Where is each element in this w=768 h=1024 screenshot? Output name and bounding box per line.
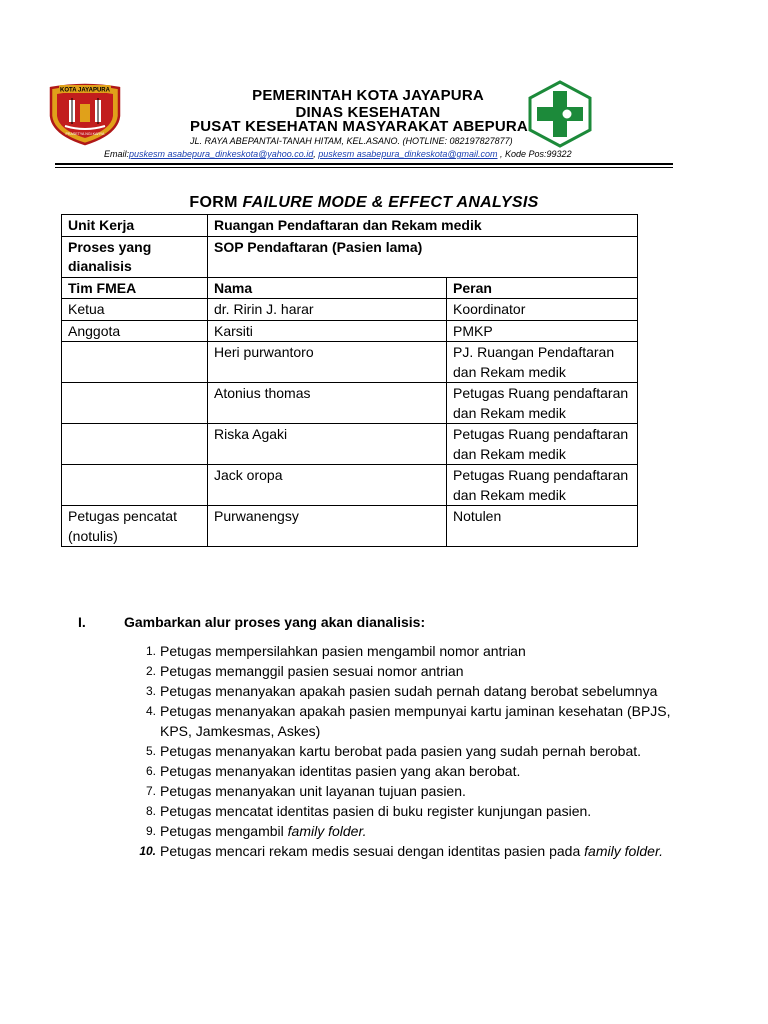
table-row [62,465,638,506]
unit-kerja-value: Ruangan Pendaftaran dan Rekam medik [208,215,638,237]
member-name: Karsiti [208,320,447,342]
member-name: dr. Ririn J. harar [208,299,447,321]
step-text: Petugas menanyakan kartu berobat pada pasien yang sudah pernah berobat. [160,742,642,759]
table-row [62,506,638,547]
logo-motto: PRASETYA NGI KARYA [65,132,105,136]
table-row [62,299,638,321]
member-peran: Koordinator [447,299,638,321]
table-header-row [62,277,638,299]
step-number: 3. [145,684,156,699]
step-text-italic: family folder. [584,843,663,860]
table-row [62,320,638,342]
member-name: Purwanengsy [208,506,447,547]
step-number: 9. [145,824,156,839]
step-text: Petugas mencari rekam medis sesuai dengan identitas pasien pada [160,843,585,860]
table-row [62,342,638,383]
table-row-unit-kerja [62,215,638,237]
list-item [139,842,680,862]
member-peran: Petugas Ruang pendaftaran dan Rekam medik [447,383,638,424]
section-number: I. [78,614,86,630]
member-role: Ketua [62,299,208,321]
step-text: Petugas menanyakan apakah pasien mempunyai kartu jaminan kesehatan (BPJS, KPS, Jamkesmas, Askes) [160,703,671,739]
email-link-yahoo[interactable]: puskesm asabepura_dinkeskota@yahoo.co.id [129,149,314,159]
member-peran: Notulen [447,506,638,547]
step-number: 1. [145,644,156,658]
member-name: Riska Agaki [208,424,447,465]
list-item [145,682,680,702]
header-address: JL. RAYA ABEPANTAI-TANAH HITAM, KEL.ASANO. (HOTLINE: 082197827877) [190,136,513,146]
form-title-italic: FAILURE MODE & EFFECT ANALYSIS [242,194,539,211]
step-number: 6. [145,764,156,779]
list-item [145,702,680,741]
header-divider-thin [55,167,673,168]
step-text: Petugas menanyakan unit layanan tujuan pasien. [160,783,466,800]
member-role: Anggota [62,320,208,342]
member-role [62,383,208,424]
list-item [145,762,680,782]
member-role [62,465,208,506]
step-text-italic: family folder. [287,823,367,840]
nama-header: Nama [208,277,447,299]
member-role [62,424,208,465]
step-text: Petugas mempersilahkan pasien mengambil nomor antrian [160,643,526,659]
header-puskesmas: PUSAT KESEHATAN MASYARAKAT ABEPURA [190,118,528,135]
member-name: Heri purwantoro [208,342,447,383]
header-email-line [104,149,664,159]
email-prefix: Email: [104,149,130,159]
member-role [62,342,208,383]
member-peran: Petugas Ruang pendaftaran dan Rekam medik [447,465,638,506]
form-title-prefix: FORM [189,194,243,211]
table-row [62,424,638,465]
table-row [62,383,638,424]
member-name: Atonius thomas [208,383,447,424]
process-steps-list [139,642,680,862]
unit-kerja-label: Unit Kerja [62,215,208,237]
list-item [145,802,680,822]
section-title: Gambarkan alur proses yang akan dianalisis: [124,614,426,630]
list-item [145,742,680,762]
member-peran: PJ. Ruangan Pendaftaran dan Rekam medik [447,342,638,383]
list-item [145,822,680,842]
list-item [145,642,680,662]
proses-value: SOP Pendaftaran (Pasien lama) [208,236,638,277]
step-text: Petugas menanyakan apakah pasien sudah pernah datang berobat sebelumnya [160,683,658,700]
proses-label: Proses yang dianalisis [62,236,208,277]
peran-header: Peran [447,277,638,299]
header-divider-thick [55,163,673,165]
postal-code: , Kode Pos:99322 [497,149,572,159]
list-item [145,662,680,682]
step-text: Petugas mencatat identitas pasien di buku register kunjungan pasien. [160,803,592,820]
table-row-proses [62,236,638,277]
step-number: 8. [145,804,156,819]
header-government: PEMERINTAH KOTA JAYAPURA [252,87,484,104]
tim-fmea-label: Tim FMEA [62,277,208,299]
step-text: Petugas mengambil [160,823,288,840]
email-separator: , [313,149,319,159]
member-role: Petugas pencatat (notulis) [62,506,208,547]
step-text: Petugas menanyakan identitas pasien yang akan berobat. [160,763,521,780]
step-number: 7. [145,784,156,799]
step-number: 10. [139,844,156,859]
step-number: 5. [145,743,156,758]
step-number: 4. [145,704,156,719]
fmea-team-table [61,214,638,547]
logo-text: KOTA JAYAPURA [60,87,110,94]
step-number: 2. [145,664,156,679]
header-department: DINAS KESEHATAN [295,104,441,121]
member-peran: Petugas Ruang pendaftaran dan Rekam medik [447,424,638,465]
step-text: Petugas memanggil pasien sesuai nomor antrian [160,663,464,680]
list-item [145,782,680,802]
member-name: Jack oropa [208,465,447,506]
form-title [0,194,728,212]
email-link-gmail[interactable]: puskesm asabepura_dinkeskota@gmail.com [318,149,498,159]
member-peran: PMKP [447,320,638,342]
